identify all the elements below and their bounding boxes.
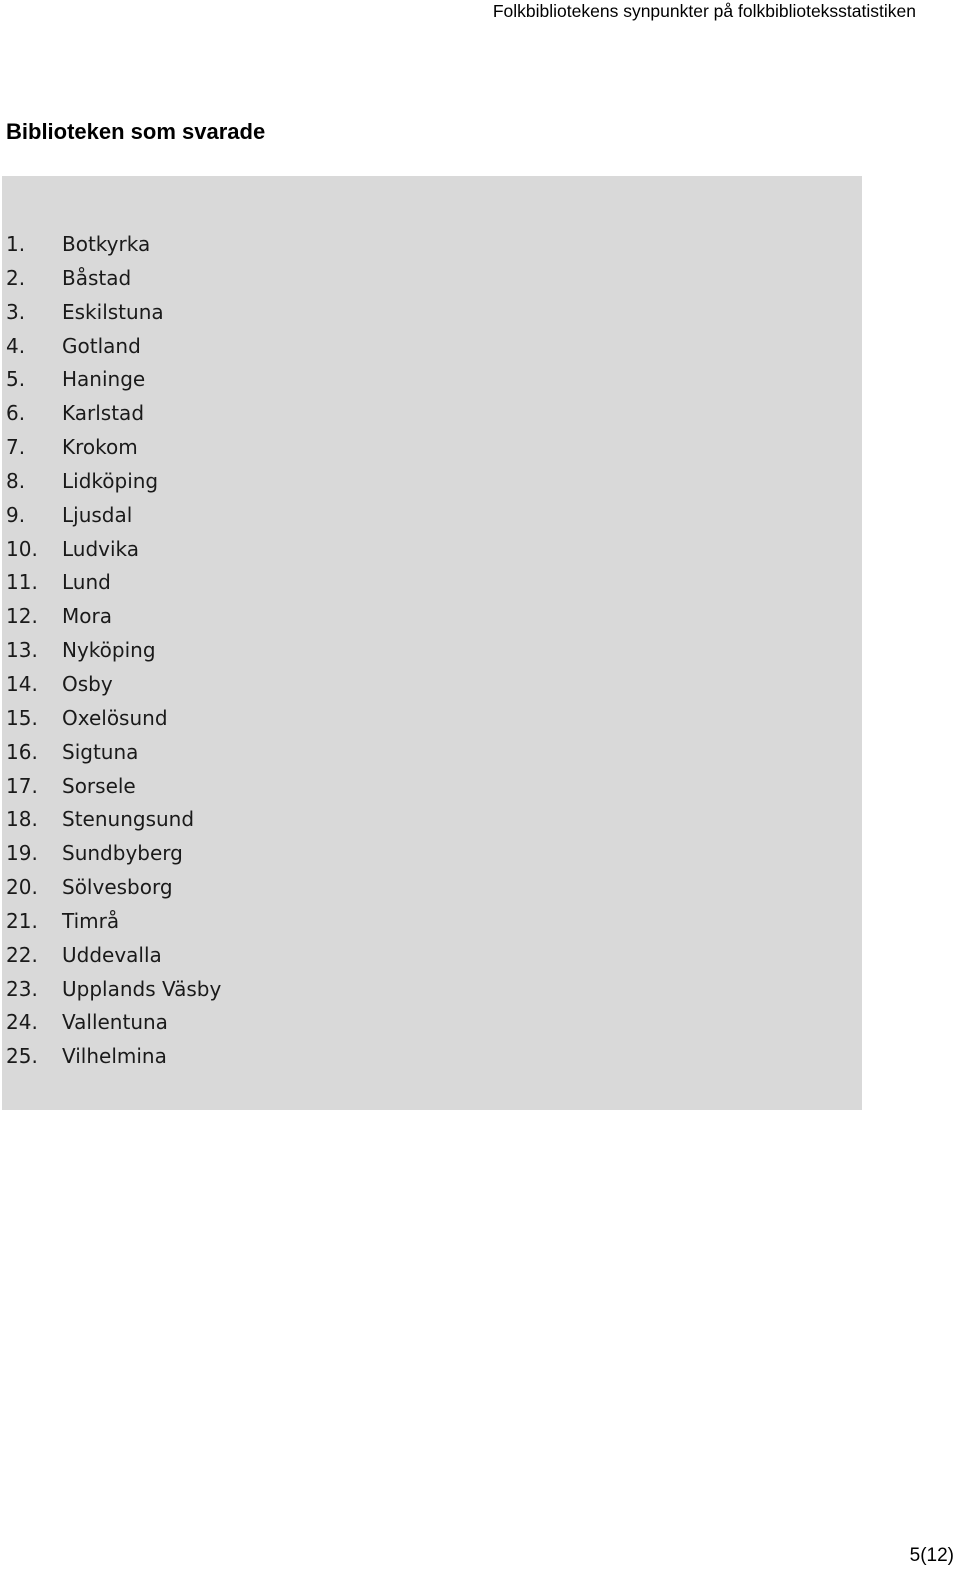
list-item-name: Sundbyberg xyxy=(62,841,183,866)
list-item-name: Vilhelmina xyxy=(62,1044,167,1069)
list-item-name: Karlstad xyxy=(62,401,145,426)
list-item-number: 14. xyxy=(6,671,38,696)
list-item-name: Upplands Väsby xyxy=(62,976,222,1001)
list-item-number: 13. xyxy=(6,638,38,663)
list-item-number: 8. xyxy=(6,468,26,493)
page-number: 5(12) xyxy=(909,1545,954,1566)
list-item-name: Sigtuna xyxy=(62,739,139,764)
list-item-number: 19. xyxy=(6,841,38,866)
list-item-name: Mora xyxy=(62,604,112,629)
list-item-number: 16. xyxy=(6,739,38,764)
list-item-number: 7. xyxy=(6,435,26,460)
section-title: Biblioteken som svarade xyxy=(6,119,266,144)
library-list-panel xyxy=(2,176,862,1110)
list-item-number: 15. xyxy=(6,705,38,730)
list-item-name: Eskilstuna xyxy=(62,299,164,324)
list-item-name: Gotland xyxy=(62,333,141,358)
list-item-number: 20. xyxy=(6,875,38,900)
list-item-name: Uddevalla xyxy=(62,942,162,967)
list-item-name: Ljusdal xyxy=(62,502,133,527)
list-item-number: 23. xyxy=(6,976,38,1001)
list-item-name: Oxelösund xyxy=(62,705,168,730)
list-item-number: 1. xyxy=(6,232,26,256)
list-item-number: 4. xyxy=(6,333,26,358)
list-item-number: 17. xyxy=(6,773,38,798)
list-item-number: 25. xyxy=(6,1044,38,1069)
list-item-name: Sorsele xyxy=(62,773,136,798)
list-item-name: Osby xyxy=(62,671,113,696)
list-item-number: 3. xyxy=(6,299,26,324)
list-item-number: 22. xyxy=(6,942,38,967)
list-item-number: 2. xyxy=(6,265,26,290)
list-item-name: Vallentuna xyxy=(62,1010,168,1035)
list-item-name: Timrå xyxy=(62,908,120,933)
list-item-name: Sölvesborg xyxy=(62,875,173,900)
list-item-name: Lund xyxy=(62,570,111,595)
list-item-number: 24. xyxy=(6,1010,38,1035)
running-header: Folkbibliotekens synpunkter på folkbiblioteksstatistiken xyxy=(492,1,916,21)
list-item-name: Krokom xyxy=(62,435,138,460)
list-item-number: 6. xyxy=(6,401,26,426)
list-item-name: Haninge xyxy=(62,367,146,392)
list-item-number: 9. xyxy=(6,502,26,527)
list-item-name: Stenungsund xyxy=(62,807,195,832)
list-item-name: Nyköping xyxy=(62,638,156,663)
list-item-name: Botkyrka xyxy=(62,232,151,256)
list-item-number: 10. xyxy=(6,536,38,561)
list-item-number: 18. xyxy=(6,807,38,832)
list-item-name: Lidköping xyxy=(62,468,159,493)
list-item-number: 5. xyxy=(6,367,26,392)
list-item-number: 11. xyxy=(6,570,38,595)
list-item-name: Ludvika xyxy=(62,536,140,561)
list-item-number: 21. xyxy=(6,908,38,933)
list-item-name: Båstad xyxy=(62,265,132,290)
list-item-number: 12. xyxy=(6,604,38,629)
